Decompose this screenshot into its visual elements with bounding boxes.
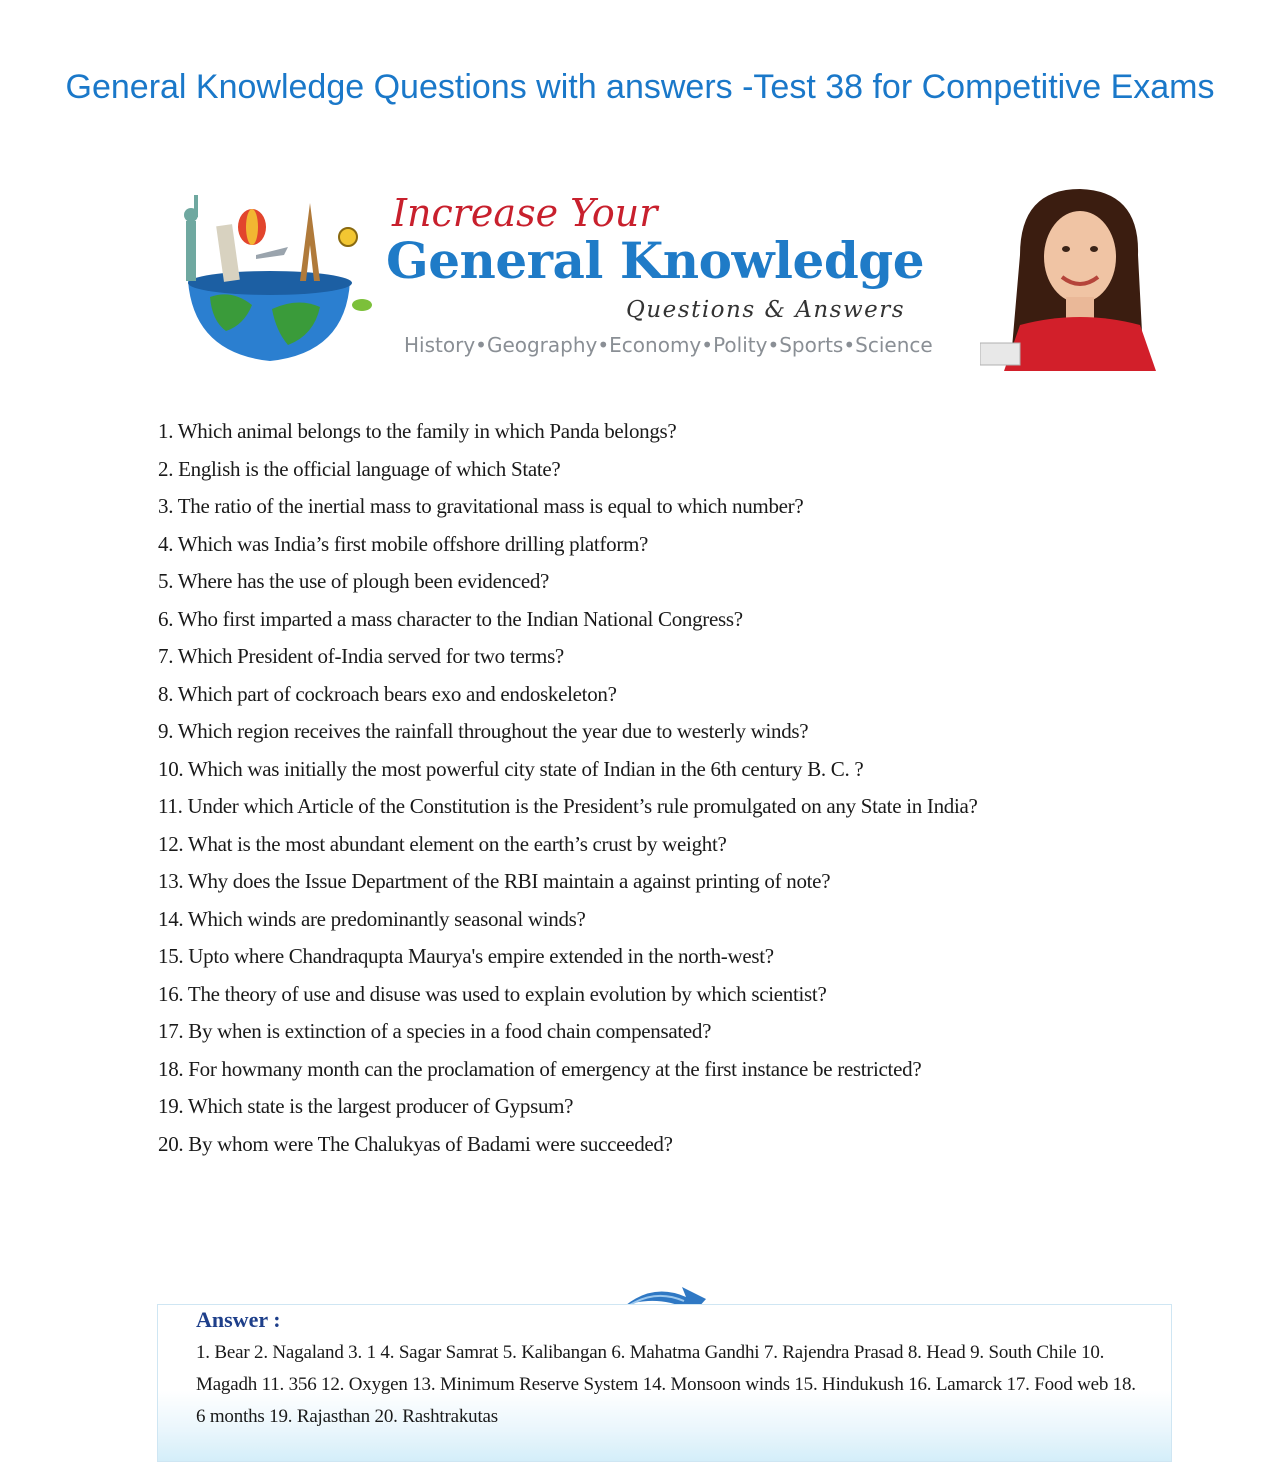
question-item: 20. By whom were The Chalukyas of Badami were succeeded? (158, 1131, 673, 1156)
page-title: General Knowledge Questions with answers -Test 38 for Competitive Exams (65, 68, 1215, 106)
question-item: 10. Which was initially the most powerful city state of Indian in the 6th century B. C. ? (158, 756, 864, 781)
answer-box (157, 1304, 1172, 1462)
question-item: 16. The theory of use and disuse was used to explain evolution by which scientist? (158, 981, 827, 1006)
banner-heading: General Knowledge (386, 231, 925, 290)
question-item: 7. Which President of-India served for two terms? (158, 644, 564, 668)
question-item: 4. Which was India’s first mobile offshore drilling platform? (158, 531, 649, 556)
question-item: 17. By when is extinction of a species in a food chain compensated? (158, 1019, 712, 1043)
question-item: 14. Which winds are predominantly seasonal winds? (158, 906, 586, 931)
question-item: 9. Which region receives the rainfall throughout the year due to westerly winds? (158, 719, 809, 743)
question-item: 1. Which animal belongs to the family in which Panda belongs? (158, 419, 677, 443)
question-item: 11. Under which Article of the Constitution is the President’s rule promulgated on any State in India? (158, 794, 978, 818)
banner-subheading: Questions & Answers (626, 297, 906, 323)
question-item: 18. For howmany month can the proclamation of emergency at the first instance be restricted? (158, 1056, 922, 1081)
banner-tagline: Increase Your (392, 191, 658, 235)
question-item: 19. Which state is the largest producer of Gypsum? (158, 1094, 574, 1118)
question-item: 13. Why does the Issue Department of the RBI maintain a against printing of note? (158, 869, 831, 893)
answer-text: 1. Bear 2. Nagaland 3. 1 4. Sagar Samrat 5. Kalibangan 6. Mahatma Gandhi 7. Rajendra Prasad 8. Head 9. South Chile 10. Magadh 11. 356 12. Oxygen 13. Minimum Reserve System 14. Monsoon winds 15. Hindukush 16. Lamarck 17. Food web 18. 6 months 19. Rajasthan 20. Rashtrakutas (196, 1342, 1136, 1427)
question-item: 8. Which part of cockroach bears exo and endoskeleton? (158, 681, 617, 706)
question-item: 2. English is the official language of which State? (158, 456, 561, 481)
question-item: 3. The ratio of the inertial mass to gravitational mass is equal to which number? (158, 494, 804, 518)
gk-banner (160, 185, 1168, 371)
question-item: 5. Where has the use of plough been evidenced? (158, 569, 550, 593)
globe-landmarks-illustration (160, 185, 380, 371)
question-item: 15. Upto where Chandraqupta Maurya's empire extended in the north-west? (158, 944, 774, 968)
question-item: 12. What is the most abundant element on the earth’s crust by weight? (158, 831, 727, 856)
question-list (158, 413, 1158, 1163)
woman-photo (980, 185, 1168, 371)
question-item: 6. Who first imparted a mass character to the Indian National Congress? (158, 606, 743, 631)
banner-categories: History•Geography•Economy•Polity•Sports•Science (404, 333, 933, 357)
answer-heading: Answer : (196, 1307, 281, 1332)
